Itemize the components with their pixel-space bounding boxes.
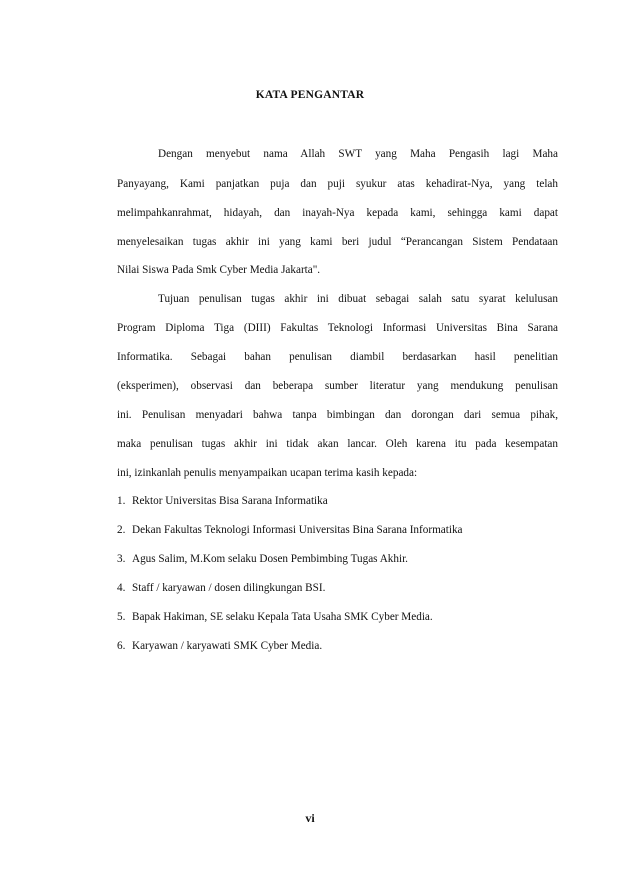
page-number: vi [305, 811, 315, 825]
list-text: Dekan Fakultas Teknologi Informasi Universitas Bina Sarana Informatika [132, 524, 463, 536]
paragraph-line: Informatika. Sebagai bahan penulisan diambil berdasarkan hasil penelitian [117, 351, 558, 363]
list-number: 4. [117, 582, 126, 594]
list-text: Agus Salim, M.Kom selaku Dosen Pembimbing Tugas Akhir. [132, 553, 408, 565]
list-text: Karyawan / karyawati SMK Cyber Media. [132, 640, 323, 652]
paragraph-line: melimpahkanrahmat, hidayah, dan inayah-Nya kepada kami, sehingga kami dapat [117, 207, 558, 219]
paragraph-line: Nilai Siswa Pada Smk Cyber Media Jakarta". [117, 264, 321, 276]
list-item [117, 523, 558, 537]
list-number: 5. [117, 611, 126, 623]
paragraph-line: maka penulisan tugas akhir ini tidak akan lancar. Oleh karena itu pada kesempatan [117, 438, 558, 450]
list-number: 3. [117, 553, 126, 565]
list-text: Staff / karyawan / dosen dilingkungan BSI. [132, 582, 326, 594]
paragraph-line: Dengan menyebut nama Allah SWT yang Maha Pengasih lagi Maha [158, 148, 558, 160]
paragraph-line: Program Diploma Tiga (DIII) Fakultas Teknologi Informasi Universitas Bina Sarana [117, 322, 558, 334]
paragraph-line: Tujuan penulisan tugas akhir ini dibuat sebagai salah satu syarat kelulusan [158, 293, 558, 305]
list-item [117, 494, 558, 508]
page-title: KATA PENGANTAR [255, 89, 365, 101]
list-item [117, 610, 558, 624]
list-number: 2. [117, 524, 126, 536]
paragraph-line: ini, izinkanlah penulis menyampaikan ucapan terima kasih kepada: [117, 467, 418, 479]
list-number: 6. [117, 640, 126, 652]
paragraph-line: ini. Penulisan menyadari bahwa tanpa bimbingan dan dorongan dari semua pihak, [117, 409, 558, 421]
list-item [117, 639, 558, 653]
list-number: 1. [117, 495, 126, 507]
paragraph-line: Panyayang, Kami panjatkan puja dan puji syukur atas kehadirat-Nya, yang telah [117, 178, 558, 190]
paragraph-line: (eksperimen), observasi dan beberapa sumber literatur yang mendukung penulisan [117, 380, 558, 392]
list-text: Rektor Universitas Bisa Sarana Informatika [132, 495, 328, 507]
list-text: Bapak Hakiman, SE selaku Kepala Tata Usaha SMK Cyber Media. [132, 611, 433, 623]
paragraph-line: menyelesaikan tugas akhir ini yang kami beri judul “Perancangan Sistem Pendataan [117, 236, 558, 248]
list-item [117, 581, 558, 595]
list-item [117, 552, 558, 566]
